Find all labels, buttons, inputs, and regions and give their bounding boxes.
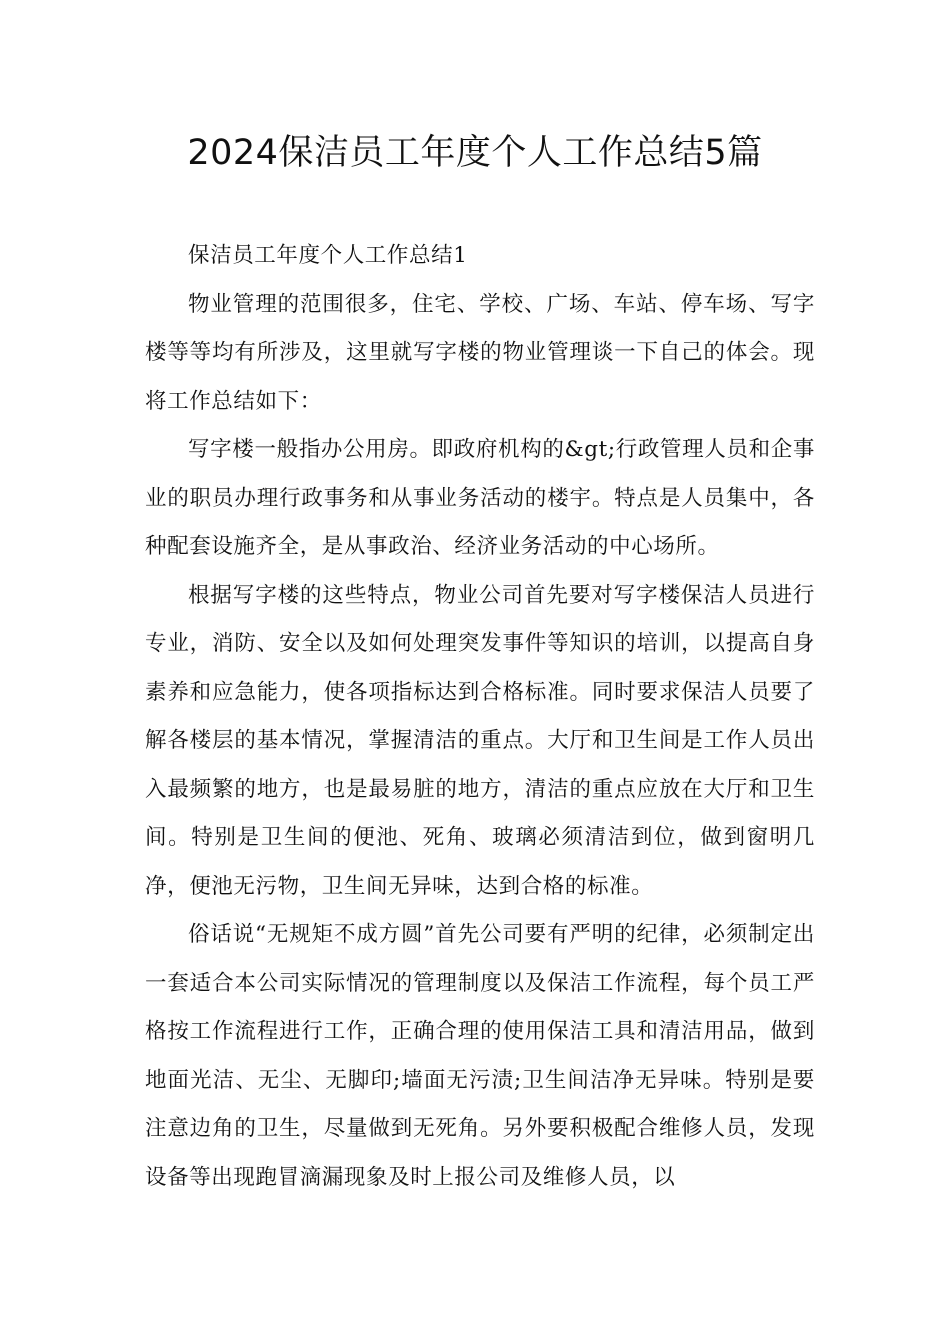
document-body: [145, 232, 815, 1202]
document-title: 2024保洁员工年度个人工作总结5篇: [187, 133, 763, 173]
body-paragraph-1: 物业管理的范围很多，住宅、学校、广场、车站、停车场、写字楼等等均有所涉及，这里就写字楼的物业管理谈一下自己的体会。现将工作总结如下：: [145, 291, 815, 414]
body-paragraph-2: 写字楼一般指办公用房。即政府机构的&gt;行政管理人员和企事业的职员办理行政事务和从事业务活动的楼宇。特点是人员集中，各种配套设施齐全，是从事政治、经济业务活动的中心场所。: [145, 437, 815, 559]
body-paragraph-3: 根据写字楼的这些特点，物业公司首先要对写字楼保洁人员进行专业，消防、安全以及如何处理突发事件等知识的培训，以提高自身素养和应急能力，使各项指标达到合格标准。同时要求保洁人员要了解各楼层的基本情况，掌握清洁的重点。大厅和卫生间是工作人员出入最频繁的地方，也是最易脏的地方，清洁的重点应放在大厅和卫生间。特别是卫生间的便池、死角、玻璃必须清洁到位，做到窗明几净，便池无污物，卫生间无异味，达到合格的标准。: [145, 582, 815, 899]
body-paragraph-4: 俗话说“无规矩不成方圆”首先公司要有严明的纪律，必须制定出一套适合本公司实际情况的管理制度以及保洁工作流程，每个员工严格按工作流程进行工作，正确合理的使用保洁工具和清洁用品，做到地面光洁、无尘、无脚印;墙面无污渍;卫生间洁净无异味。特别是要注意边角的卫生，尽量做到无死角。另外要积极配合维修人员，发现设备等出现跑冒滴漏现象及时上报公司及维修人员，以: [145, 922, 815, 1190]
section-heading: 保洁员工年度个人工作总结1: [188, 243, 468, 268]
